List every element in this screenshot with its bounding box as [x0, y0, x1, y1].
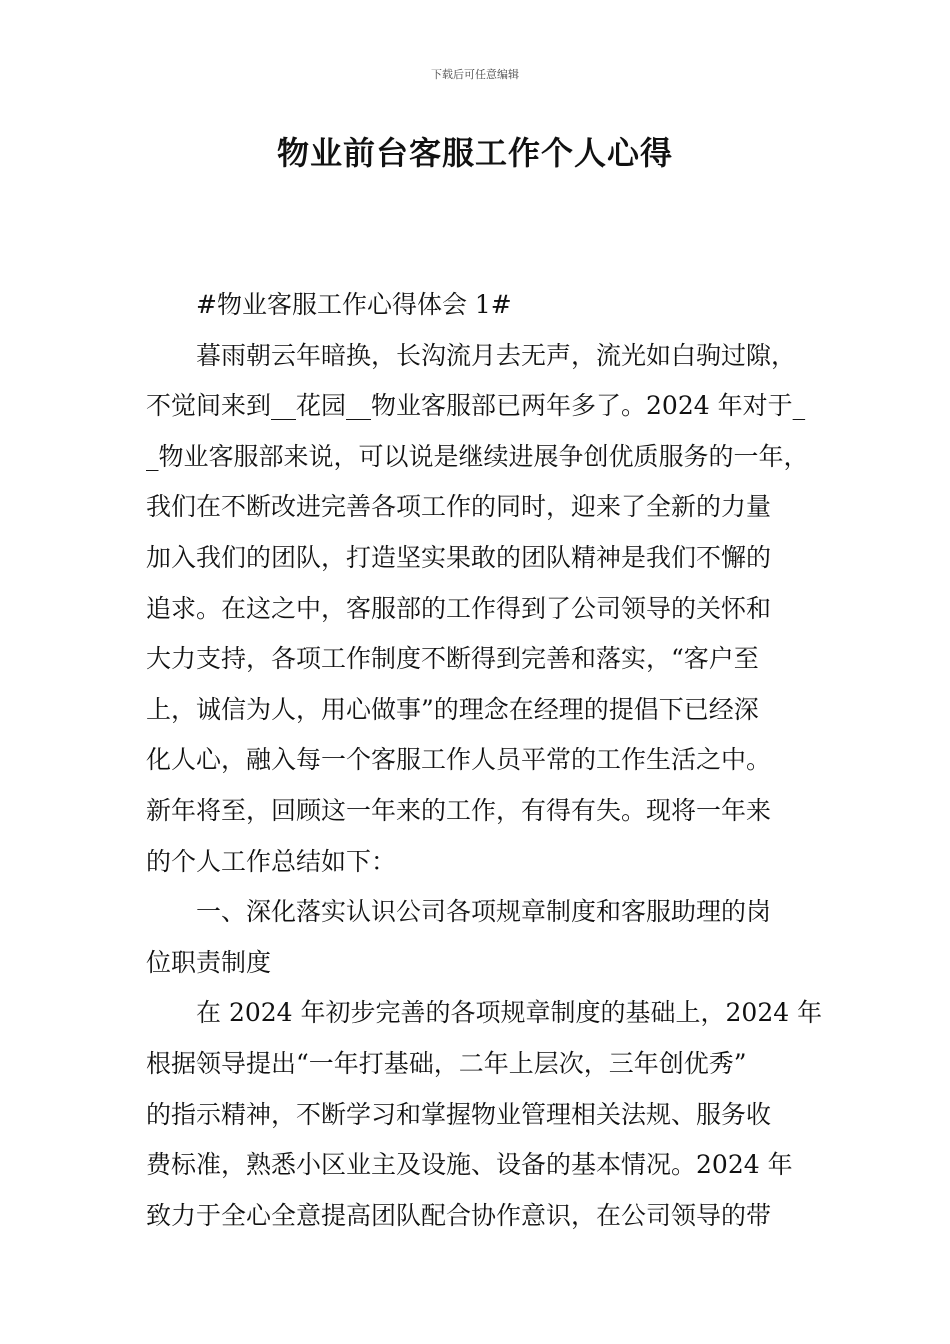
subsection-heading: 一、深化落实认识公司各项规章制度和客服助理的岗	[196, 897, 772, 927]
paragraph-line: 根据领导提出“一年打基础，二年上层次，三年创优秀”	[146, 1048, 747, 1078]
paragraph-line: _物业客服部来说，可以说是继续进展争创优质服务的一年，	[146, 441, 809, 471]
paragraph-line: 在 2024 年初步完善的各项规章制度的基础上，2024 年	[196, 998, 823, 1028]
paragraph-line: 大力支持，各项工作制度不断得到完善和落实，“客户至	[146, 644, 759, 674]
paragraph-line: 不觉间来到__花园__物业客服部已两年多了。2024 年对于_	[146, 391, 806, 421]
paragraph-line: 我们在不断改进完善各项工作的同时，迎来了全新的力量	[146, 492, 772, 522]
paragraph-line: 费标准，熟悉小区业主及设施、设备的基本情况。2024 年	[146, 1150, 793, 1180]
subsection-heading-line: 位职责制度	[146, 947, 272, 977]
paragraph-line: 致力于全心全意提高团队配合协作意识，在公司领导的带	[146, 1200, 772, 1230]
paragraph-line: 暮雨朝云年暗换，长沟流月去无声，流光如白驹过隙，	[196, 340, 797, 370]
paragraph-line: 的个人工作总结如下：	[146, 846, 397, 876]
paragraph-line: 的指示精神，不断学习和掌握物业管理相关法规、服务收	[146, 1099, 772, 1129]
section-heading: #物业客服工作心得体会 1#	[196, 290, 512, 319]
paragraph-line: 追求。在这之中，客服部的工作得到了公司领导的关怀和	[146, 593, 772, 623]
paragraph-line: 加入我们的团队，打造坚实果敢的团队精神是我们不懈的	[146, 542, 772, 572]
document-body	[146, 280, 826, 1241]
document-title: 物业前台客服工作个人心得	[276, 134, 673, 172]
header-note: 下载后可任意编辑	[431, 68, 519, 81]
paragraph-line: 新年将至，回顾这一年来的工作，有得有失。现将一年来	[146, 795, 772, 825]
paragraph-line: 化人心，融入每一个客服工作人员平常的工作生活之中。	[146, 745, 772, 775]
paragraph-line: 上，诚信为人，用心做事”的理念在经理的提倡下已经深	[146, 694, 759, 724]
